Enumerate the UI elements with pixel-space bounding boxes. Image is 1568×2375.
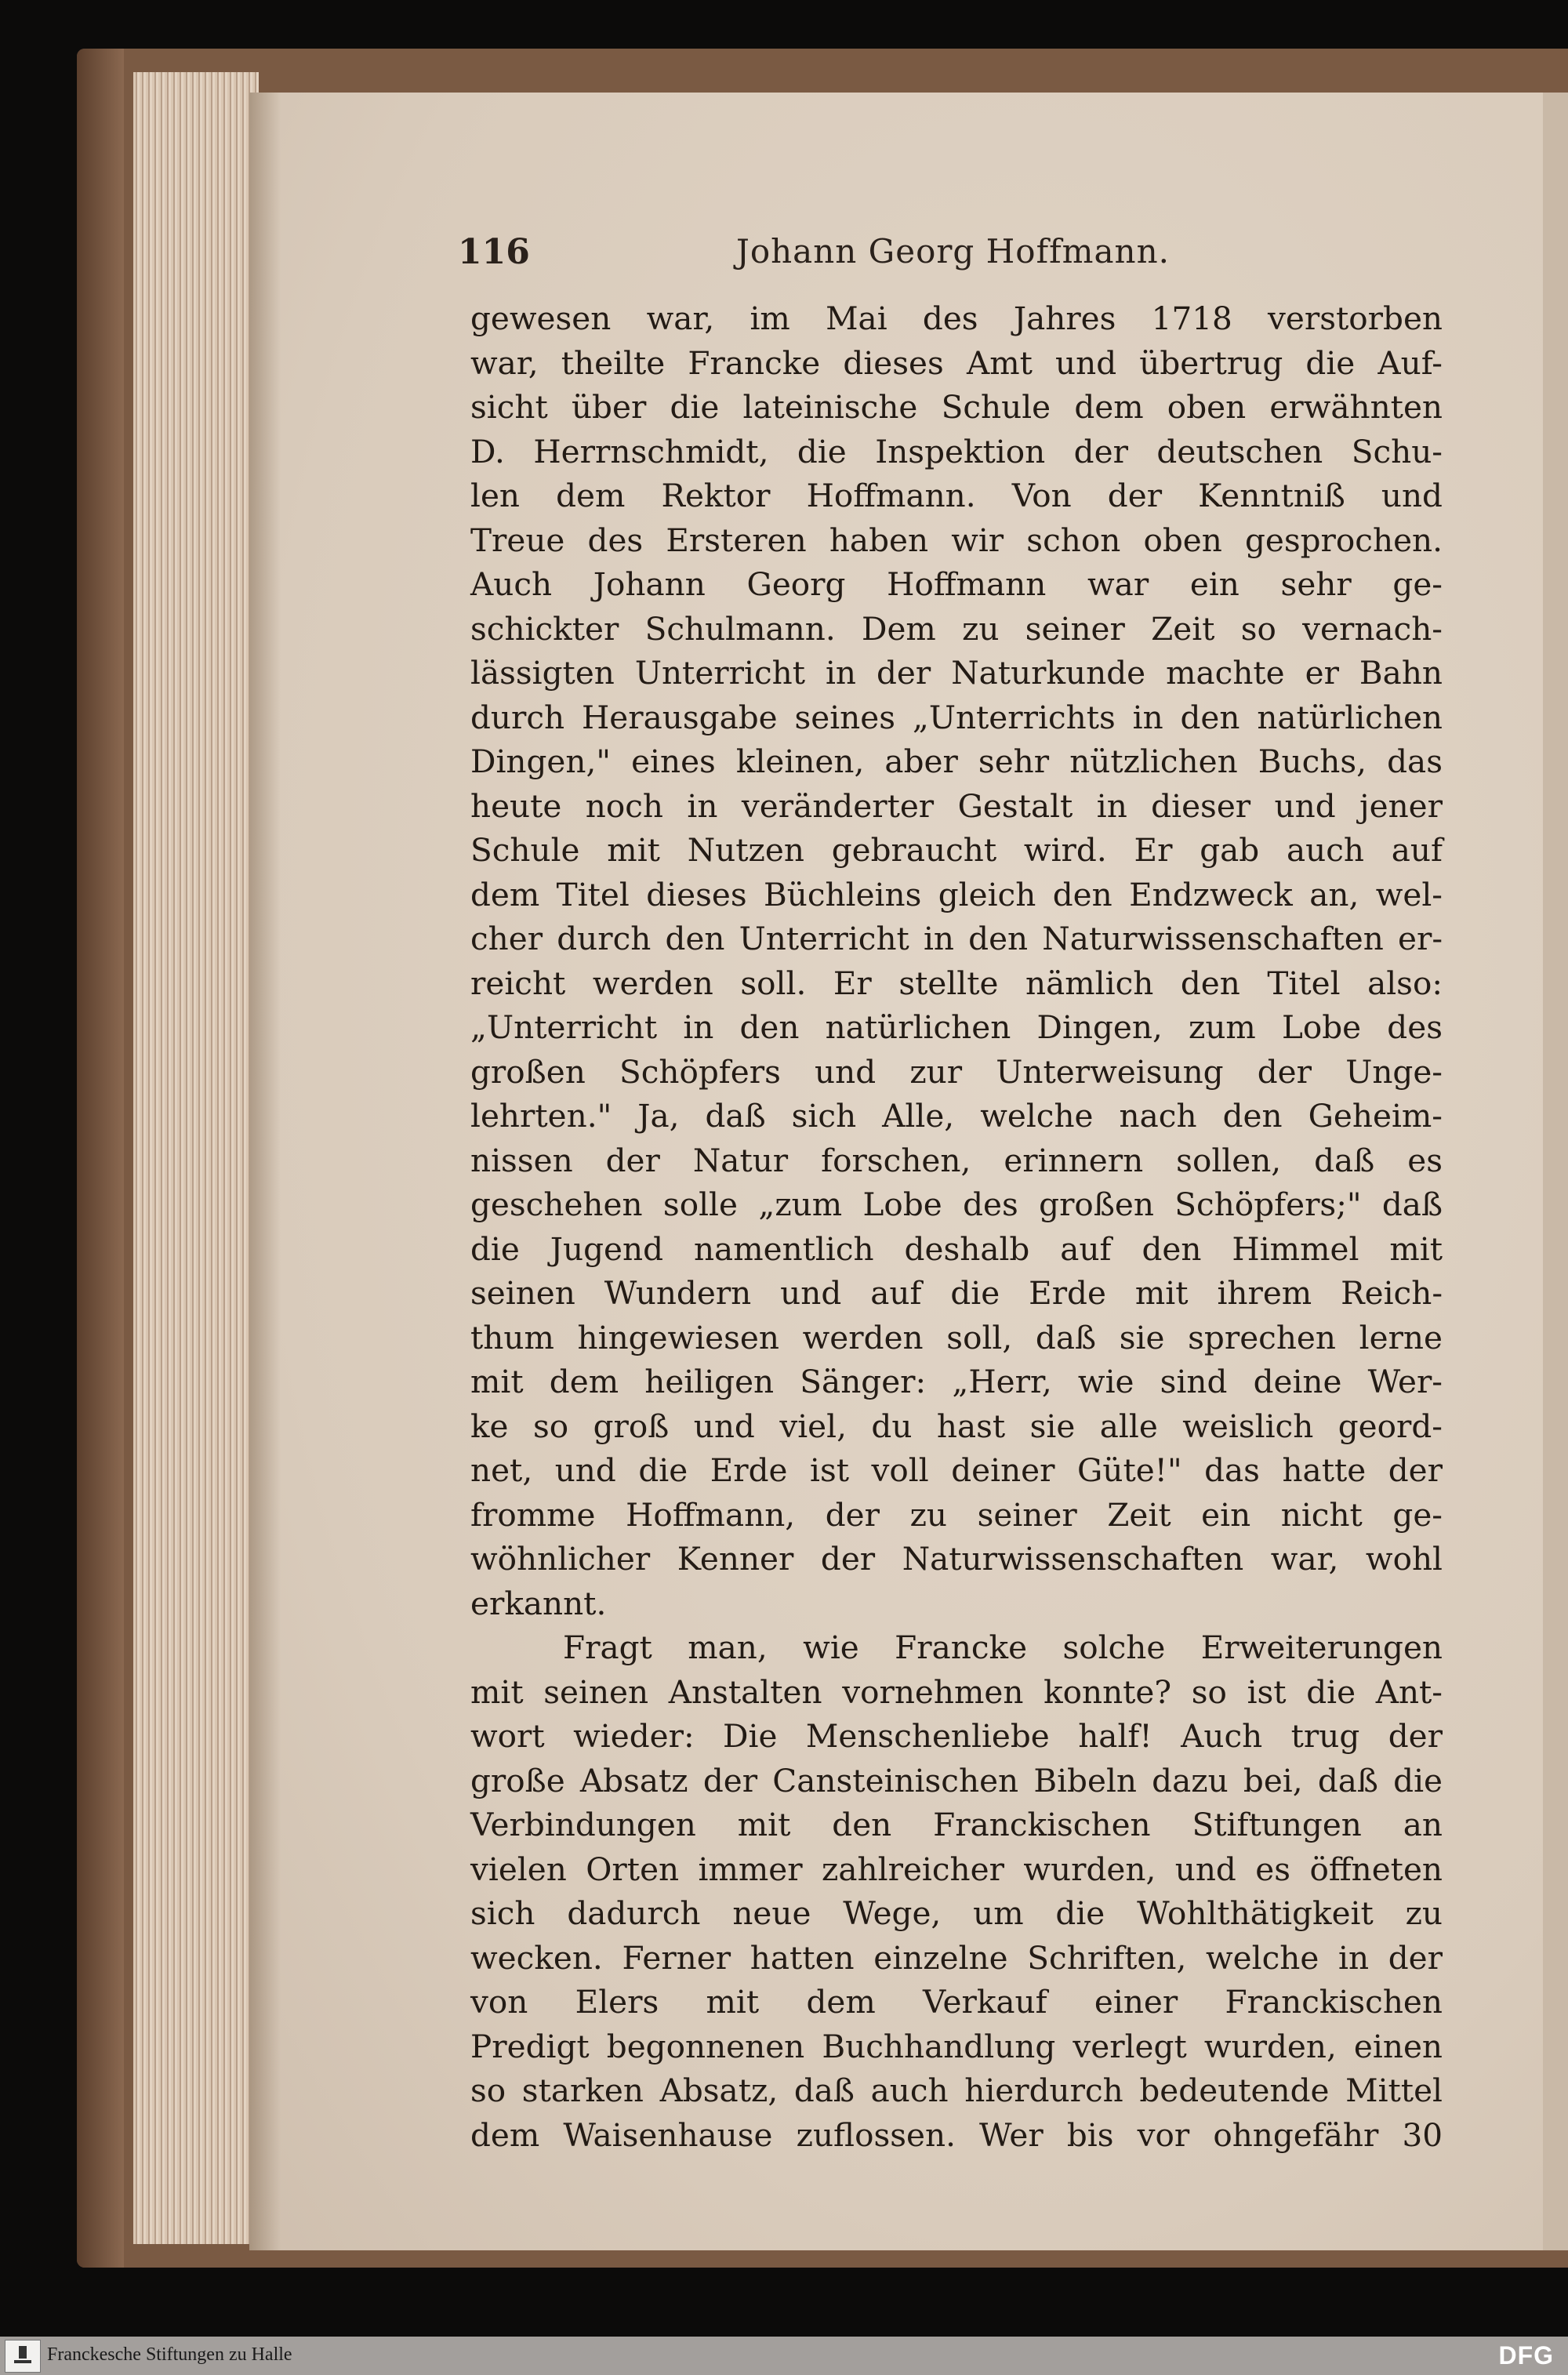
book-spine-shade xyxy=(77,49,124,2268)
francke-foundation-logo-icon xyxy=(5,2340,41,2373)
text-line: ke so groß und viel, du hast sie alle weislich geord- xyxy=(470,1407,1443,1445)
text-line: schickter Schulmann. Dem zu seiner Zeit so vernach- xyxy=(470,609,1443,648)
running-title: Johann Georg Hoffmann. xyxy=(736,232,1170,271)
page-number: 116 xyxy=(458,232,530,272)
text-line: geschehen solle „zum Lobe des großen Schöpfers;" daß xyxy=(470,1186,1443,1223)
text-line: sicht über die lateinische Schule dem oben erwähnten xyxy=(470,388,1443,426)
text-line: so starken Absatz, daß auch hierdurch bedeutende Mittel xyxy=(470,2072,1443,2109)
text-line: wöhnlicher Kenner der Naturwissenschaften war, wohl xyxy=(470,1540,1443,1578)
text-line: len dem Rektor Hoffmann. Von der Kenntniß und xyxy=(470,477,1443,514)
text-line: durch Herausgabe seines „Unterrichts in den natürlichen xyxy=(470,698,1443,736)
text-line: großen Schöpfers und zur Unterweisung der Unge- xyxy=(470,1052,1443,1091)
text-line: Verbindungen mit den Franckischen Stiftungen an xyxy=(470,1806,1443,1843)
text-line: „Unterricht in den natürlichen Dingen, zum Lobe des xyxy=(470,1008,1443,1046)
text-line: erkannt. xyxy=(470,1584,607,1622)
text-line: wort wieder: Die Menschenliebe half! Auch trug der xyxy=(470,1717,1443,1755)
text-line: die Jugend namentlich deshalb auf den Himmel mit xyxy=(470,1229,1443,1268)
text-line: mit seinen Anstalten vornehmen konnte? so ist die Ant- xyxy=(470,1672,1443,1711)
body-text xyxy=(470,296,1443,2157)
text-line: wecken. Ferner hatten einzelne Schriften, welche in der xyxy=(470,1938,1443,1977)
text-line: Auch Johann Georg Hoffmann war ein sehr ge- xyxy=(470,565,1443,603)
text-line: dem Waisenhause zuflossen. Wer bis vor ohngefähr 30 xyxy=(470,2115,1443,2154)
text-line: große Absatz der Cansteinischen Bibeln dazu bei, daß die xyxy=(470,1761,1443,1799)
text-line: vielen Orten immer zahlreicher wurden, und es öffneten xyxy=(470,1850,1443,1888)
page-edges xyxy=(133,72,259,2244)
text-line: Schule mit Nutzen gebraucht wird. Er gab auch auf xyxy=(470,831,1443,869)
page-right-edge xyxy=(1543,93,1568,2250)
text-line: von Elers mit dem Verkauf einer Franckischen xyxy=(470,1983,1443,2021)
text-line: fromme Hoffmann, der zu seiner Zeit ein nicht ge- xyxy=(470,1495,1443,1534)
text-line: net, und die Erde ist voll deiner Güte!" das hatte der xyxy=(470,1451,1443,1489)
text-line: sich dadurch neue Wege, um die Wohlthätigkeit zu xyxy=(470,1894,1443,1932)
institution-name: Franckesche Stiftungen zu Halle xyxy=(47,2344,292,2365)
text-line: D. Herrnschmidt, die Inspektion der deutschen Schu- xyxy=(470,432,1443,470)
text-line: lehrten." Ja, daß sich Alle, welche nach den Geheim- xyxy=(470,1097,1443,1135)
text-line: war, theilte Francke dieses Amt und übertrug die Auf- xyxy=(470,343,1443,382)
text-line: reicht werden soll. Er stellte nämlich den Titel also: xyxy=(470,964,1443,1002)
text-line: lässigten Unterricht in der Naturkunde machte er Bahn xyxy=(470,654,1443,692)
text-line: thum hingewiesen werden soll, daß sie sprechen lerne xyxy=(470,1318,1443,1356)
text-line: Predigt begonnenen Buchhandlung verlegt wurden, einen xyxy=(470,2027,1443,2065)
text-line: mit dem heiligen Sänger: „Herr, wie sind deine Wer- xyxy=(470,1363,1443,1400)
viewer-footer-bar xyxy=(0,2337,1568,2375)
text-line: gewesen war, im Mai des Jahres 1718 verstorben xyxy=(470,300,1443,337)
text-line: Treue des Ersteren haben wir schon oben gesprochen. xyxy=(470,521,1443,559)
text-line: nissen der Natur forschen, erinnern sollen, daß es xyxy=(470,1141,1443,1179)
dfg-badge: DFG xyxy=(1498,2341,1554,2370)
page-header xyxy=(458,232,1430,279)
text-line: seinen Wundern und auf die Erde mit ihrem Reich- xyxy=(470,1274,1443,1312)
text-line: heute noch in veränderter Gestalt in dieser und jener xyxy=(470,786,1443,825)
text-line: Dingen," eines kleinen, aber sehr nützlichen Buchs, das xyxy=(470,743,1443,780)
page-gutter-shadow xyxy=(249,93,281,2250)
text-line: Fragt man, wie Francke solche Erweiterungen xyxy=(563,1629,1443,1666)
text-line: cher durch den Unterricht in den Naturwissenschaften er- xyxy=(470,920,1443,957)
text-line: dem Titel dieses Büchleins gleich den Endzweck an, wel- xyxy=(470,875,1443,913)
